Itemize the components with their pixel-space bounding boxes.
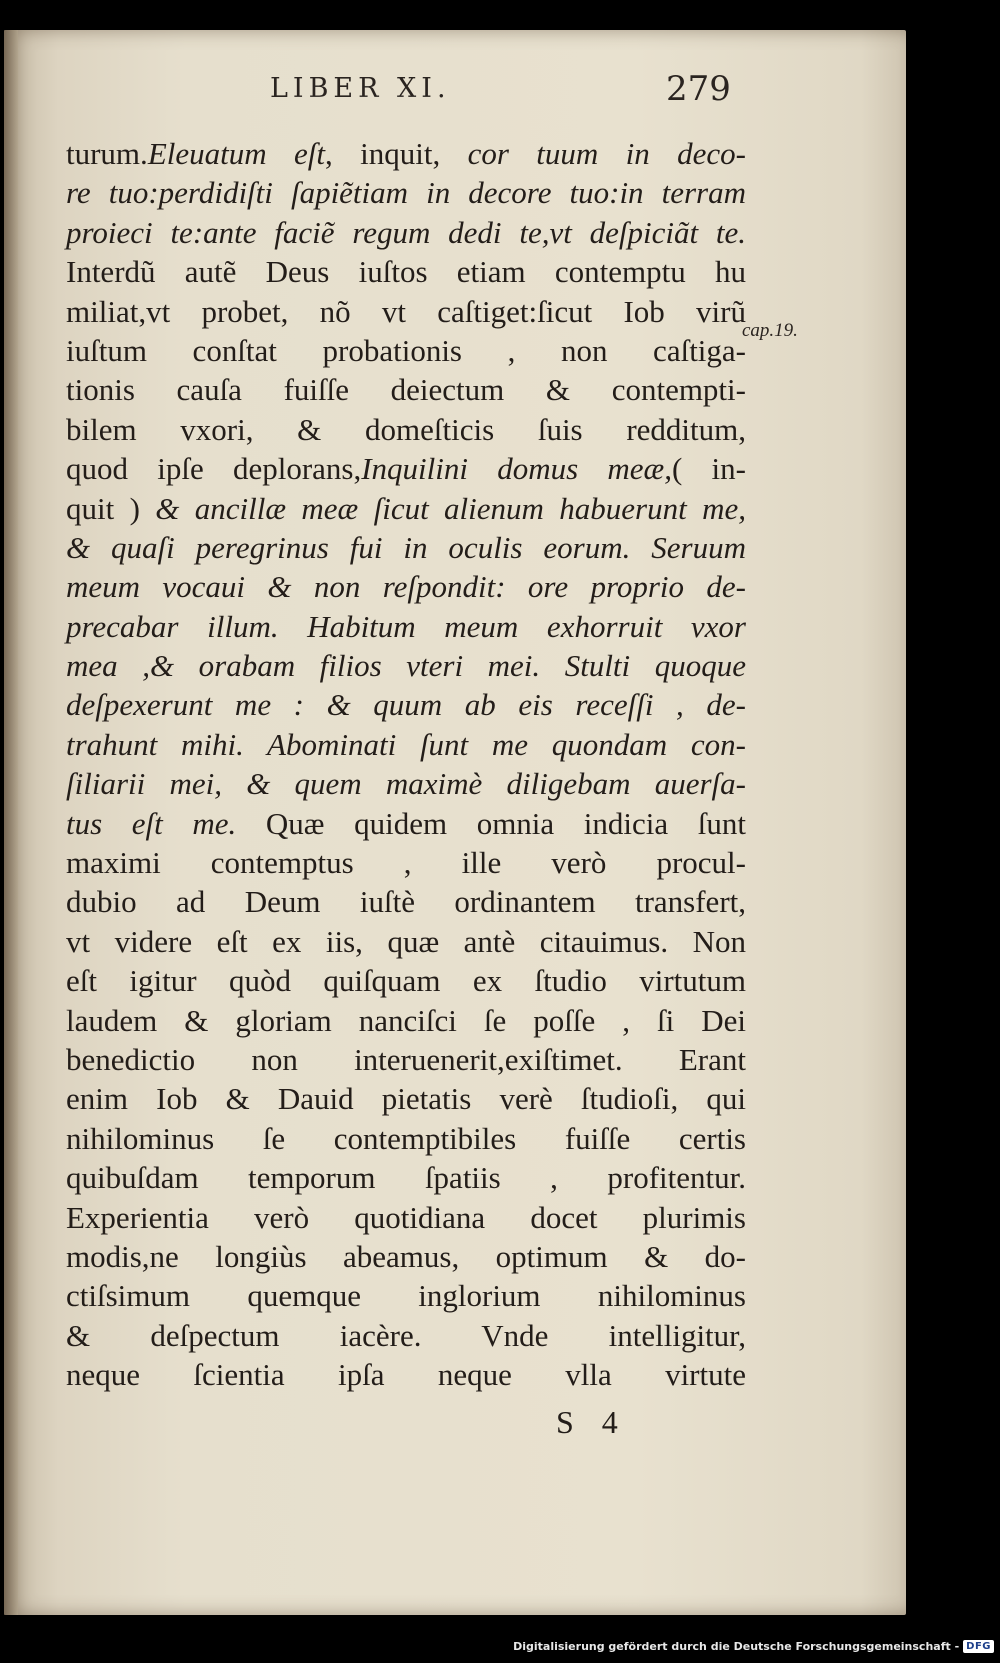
text-span: quit ) (66, 490, 156, 526)
italic-quote-span: Eleuatum eſt (147, 136, 325, 171)
dfg-logo-icon: DFG (963, 1640, 994, 1653)
text-span: enim Iob & Dauid pietatis verè ſtudioſi, qui (66, 1081, 746, 1117)
text-line (66, 370, 746, 409)
text-span: Experientia verò quotidiana docet plurimis (66, 1199, 746, 1235)
body-text (66, 134, 746, 1395)
credit-text: Digitalisierung gefördert durch die Deutsche Forschungsgemeinschaft - (513, 1639, 960, 1653)
text-line (66, 764, 746, 803)
text-line (66, 252, 746, 291)
digitization-credit (513, 1635, 994, 1657)
page-number: 279 (666, 69, 731, 109)
text-line (66, 1158, 746, 1197)
text-line (66, 489, 746, 528)
text-span: Interdũ autẽ Deus iuſtos etiam contemptu hu (66, 254, 746, 290)
text-span: ctiſsimum quemque inglorium nihilominus (66, 1278, 746, 1314)
text-line (66, 922, 746, 961)
text-span: quod ipſe deplorans, (66, 451, 362, 487)
text-line (66, 1079, 746, 1118)
text-line (66, 804, 746, 843)
text-line (66, 1276, 746, 1315)
text-span: dubio ad Deum iuſtè ordinantem transfert, (66, 884, 746, 920)
running-title: LIBER XI. (270, 73, 451, 104)
text-line (66, 410, 746, 449)
text-span: laudem & gloriam nanciſci ſe poſſe , ſi Dei (66, 1002, 746, 1038)
italic-quote-span: mea ,& orabam filios vteri mei. Stulti quoque (66, 648, 746, 684)
italic-quote-span: meum vocaui & non reſpondit: ore proprio de- (66, 569, 746, 605)
italic-quote-span: cor tuum in deco- (467, 136, 746, 171)
text-span: & deſpectum iacère. Vnde intelligitur, (66, 1317, 746, 1353)
text-span: modis,ne longiùs abeamus, optimum & do- (66, 1238, 746, 1274)
italic-quote-span: precabar illum. Habitum meum exhorruit vxor (66, 608, 746, 644)
text-span: , inquit, (324, 136, 468, 171)
text-span: turum. (66, 136, 148, 171)
text-span: eſt igitur quòd quiſquam ex ſtudio virtutum (66, 963, 746, 999)
book-page (4, 30, 906, 1615)
italic-quote-span: & ancillæ meæ ſicut alienum habuerunt me, (155, 490, 746, 526)
text-line (66, 567, 746, 606)
page-gutter-shadow (4, 30, 18, 1615)
italic-quote-span: deſpexerunt me : & quum ab eis receſſi , de- (66, 687, 746, 723)
text-span: miliat,vt probet, nõ vt caſtiget:ſicut Iob virũ (66, 293, 746, 329)
text-line (66, 1001, 746, 1040)
text-line (66, 134, 746, 173)
text-line (66, 882, 746, 921)
text-span: nihilominus ſe contemptibiles fuiſſe certis (66, 1120, 746, 1156)
margin-note: cap.19. (742, 320, 798, 341)
text-line (66, 1040, 746, 1079)
text-span: vt videre eſt ex iis, quæ antè citauimus. Non (66, 923, 746, 959)
italic-quote-span: Inquilini domus meæ, (361, 451, 672, 487)
text-line (66, 843, 746, 882)
text-span: maximi contemptus , ille verò procul- (66, 845, 746, 881)
italic-quote-span: & quaſi peregrinus fui in oculis eorum. Seruum (66, 529, 746, 565)
text-line (66, 213, 746, 252)
text-span: benedictio non interuenerit,exiſtimet. Erant (66, 1041, 746, 1077)
text-line (66, 1237, 746, 1276)
text-span: ( in- (671, 451, 746, 487)
text-span: tionis cauſa fuiſſe deiectum & contempti- (66, 372, 746, 408)
text-line (66, 1355, 746, 1394)
text-line (66, 528, 746, 567)
text-span: quibuſdam temporum ſpatiis , profitentur. (66, 1160, 746, 1196)
text-line (66, 449, 746, 488)
text-line (66, 607, 746, 646)
italic-quote-span: ſiliarii mei, & quem maximè diligebam auerſa- (66, 766, 746, 802)
italic-quote-span: re tuo:perdidiſti ſapiẽtiam in decore tuo:in terram (66, 175, 746, 211)
text-line (66, 331, 746, 370)
text-line (66, 646, 746, 685)
text-line (66, 173, 746, 212)
text-line (66, 1198, 746, 1237)
text-span: iuſtum conſtat probationis , non caſtiga- (66, 332, 746, 368)
text-line (66, 685, 746, 724)
text-span: Quæ quidem omnia indicia ſunt (236, 805, 746, 841)
text-span: neque ſcientia ipſa neque vlla virtute (66, 1357, 746, 1393)
italic-quote-span: tus eſt me. (66, 805, 237, 841)
italic-quote-span: trahunt mihi. Abominati ſunt me quondam con- (66, 726, 746, 762)
page-header (4, 69, 906, 113)
italic-quote-span: proieci te:ante faciẽ regum dedi te,vt deſpiciãt te. (66, 214, 746, 250)
text-line (66, 1316, 746, 1355)
text-line (66, 725, 746, 764)
text-line (66, 961, 746, 1000)
signature-mark: S 4 (556, 1404, 628, 1440)
text-span: bilem vxori, & domeſticis ſuis redditum, (66, 411, 746, 447)
text-line (66, 1119, 746, 1158)
text-line (66, 292, 746, 331)
